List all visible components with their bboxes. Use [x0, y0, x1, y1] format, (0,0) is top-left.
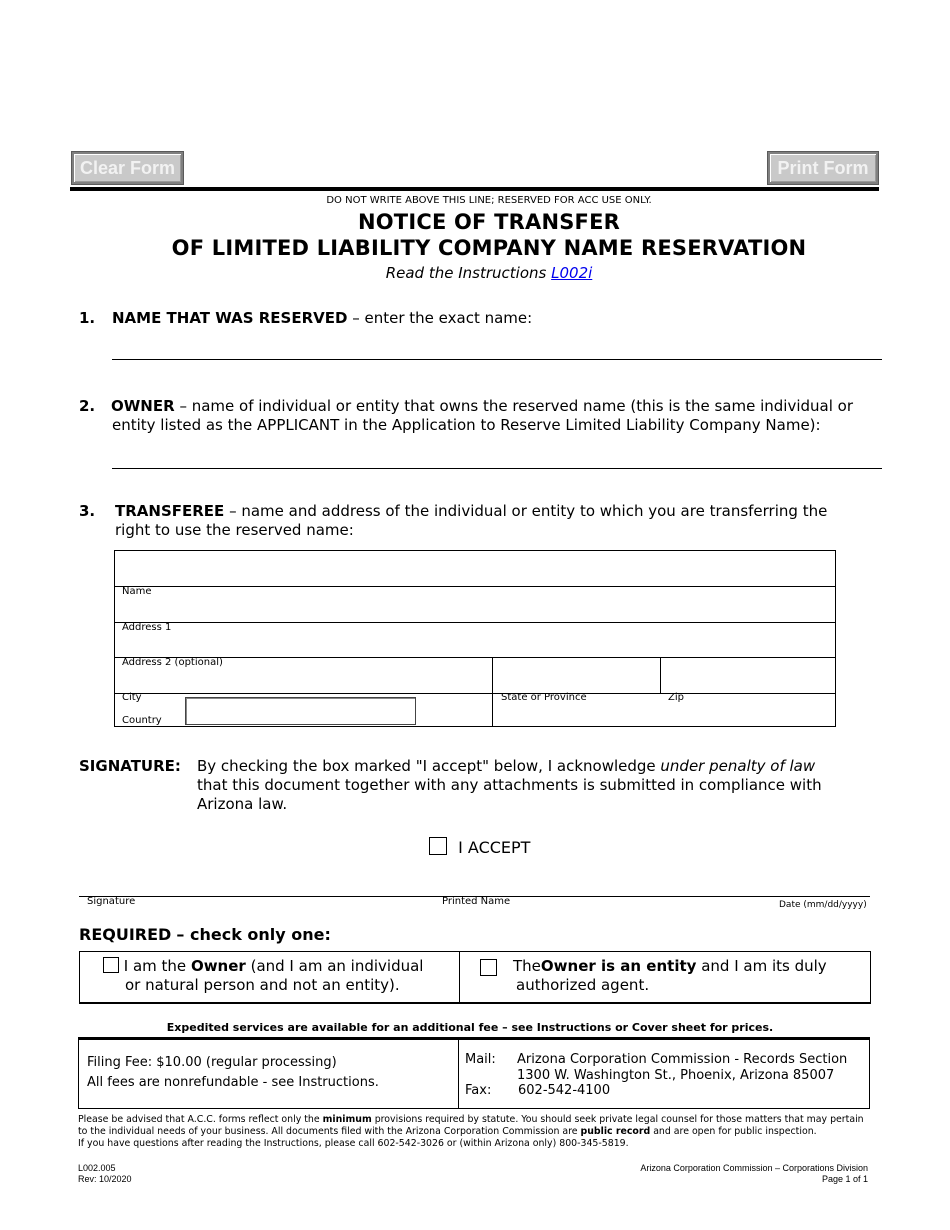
name-label: Name [122, 586, 152, 597]
address2-label: Address 2 (optional) [122, 657, 223, 668]
section-2-label: OWNER [111, 397, 175, 415]
section-1-label: NAME THAT WAS RESERVED [112, 309, 348, 327]
option1-line2: or natural person and not an entity). [125, 976, 400, 994]
footer-notes [78, 1114, 864, 1150]
agency-block [640, 1163, 868, 1185]
reserved-name-field[interactable] [112, 359, 882, 360]
note2-c: and are open for public inspection. [653, 1126, 817, 1137]
section-1-text: – enter the exact name: [352, 309, 533, 327]
owner-name-field[interactable] [112, 468, 882, 469]
filing-fee: Filing Fee: $10.00 (regular processing) [87, 1055, 337, 1070]
section-3 [79, 502, 939, 542]
required-suffix: – check only one: [176, 925, 331, 944]
fax-label: Fax: [465, 1083, 492, 1098]
section-1-number: 1. [79, 309, 96, 327]
signature-text-1b: under penalty of law [660, 757, 816, 775]
reserved-note: DO NOT WRITE ABOVE THIS LINE; RESERVED FOR ACC USE ONLY. [326, 195, 652, 206]
signature-label: SIGNATURE: [79, 757, 181, 775]
note2-a: to the individual needs of your business. All documents filed with the Arizona Corporation Commission are [78, 1126, 578, 1137]
instructions-link[interactable]: L002i [551, 264, 593, 282]
state-input[interactable] [492, 657, 661, 694]
fax-number: 602-542-4100 [518, 1083, 611, 1098]
required-label: REQUIRED [79, 925, 172, 944]
section-3-label: TRANSFEREE [115, 502, 225, 520]
required-heading [79, 925, 331, 944]
section-3-text-line1: – name and address of the individual or entity to which you are transferring the [229, 502, 828, 520]
option1-a: I am the [123, 957, 187, 975]
signature-sublabel: Signature [87, 896, 136, 907]
note2-b: public record [580, 1126, 651, 1137]
country-label: Country [122, 715, 162, 726]
country-select[interactable] [185, 697, 416, 725]
note1-c: provisions required by statute. You should seek private legal counsel for those matters that may pertain [374, 1114, 864, 1125]
accept-label: I ACCEPT [458, 838, 531, 857]
section-2-text-line2: entity listed as the APPLICANT in the Application to Reserve Limited Liability Company Name): [112, 416, 821, 434]
signature-text-1a: By checking the box marked "I accept" below, I acknowledge [197, 757, 656, 775]
date-sublabel: Date (mm/dd/yyyy) [779, 900, 867, 910]
address1-label: Address 1 [122, 622, 172, 633]
mail-line2: 1300 W. Washington St., Phoenix, Arizona 85007 [517, 1068, 835, 1083]
option1-b: Owner [190, 957, 246, 975]
address2-input[interactable] [114, 622, 836, 658]
option2-a: The [513, 957, 541, 975]
zip-input[interactable] [660, 657, 836, 694]
print-form-button[interactable]: Print Form [768, 152, 878, 184]
accept-row[interactable] [429, 837, 530, 857]
revision: Rev: 10/2020 [78, 1174, 132, 1184]
section-2 [79, 397, 939, 437]
owner-individual-checkbox[interactable] [103, 957, 119, 973]
option2-b: Owner is an entity [540, 957, 697, 975]
section-3-text-line2: right to use the reserved name: [115, 521, 354, 539]
section-3-number: 3. [79, 502, 96, 520]
option1-c: (and I am an individual [250, 957, 424, 975]
accept-checkbox[interactable] [429, 837, 447, 855]
mail-label: Mail: [465, 1052, 496, 1067]
section-2-number: 2. [79, 397, 96, 415]
zip-label: Zip [668, 692, 684, 703]
printed-name-sublabel: Printed Name [442, 896, 511, 907]
mail-line1: Arizona Corporation Commission - Records Section [517, 1052, 848, 1067]
form-id: L002.005 [78, 1163, 116, 1173]
note3: If you have questions after reading the Instructions, please call 602-542-3026 or (within Arizona only) 800-345-5819. [78, 1138, 629, 1149]
mail-address [517, 1052, 847, 1084]
signature-text-3: Arizona law. [197, 795, 288, 813]
city-divider [114, 693, 493, 694]
fee-text [87, 1053, 379, 1093]
title-line-1: NOTICE OF TRANSFER [357, 210, 621, 234]
owner-entity-checkbox[interactable] [480, 959, 497, 976]
note1-b: minimum [322, 1114, 372, 1125]
signature-text [197, 757, 877, 814]
instructions-prefix: Read the Instructions [385, 264, 547, 282]
agency: Arizona Corporation Commission – Corporations Division [640, 1163, 868, 1173]
instructions-line [0, 264, 950, 282]
section-2-text-line1: – name of individual or entity that owns the reserved name (this is the same individual or [179, 397, 854, 415]
address1-input[interactable] [114, 586, 836, 623]
transferee-name-input[interactable] [114, 550, 836, 587]
signature-text-2: that this document together with any attachments is submitted in compliance with [197, 776, 822, 794]
expedited-note: Expedited services are available for an additional fee – see Instructions or Cover sheet for prices. [166, 1021, 774, 1034]
option2-c: and I am its duly [701, 957, 827, 975]
option-owner-individual-text [103, 957, 423, 995]
note1-a: Please be advised that A.C.C. forms reflect only the [78, 1114, 320, 1125]
option2-line2: authorized agent. [516, 976, 650, 994]
nonrefundable-note: All fees are nonrefundable - see Instructions. [87, 1075, 379, 1090]
option-owner-entity-text [513, 957, 827, 995]
state-label: State or Province [501, 692, 587, 703]
clear-form-button[interactable]: Clear Form [72, 152, 183, 184]
page-number: Page 1 of 1 [821, 1174, 868, 1184]
top-divider [70, 187, 879, 191]
title-line-2: OF LIMITED LIABILITY COMPANY NAME RESERVATION [171, 236, 807, 260]
form-id-block [78, 1163, 132, 1185]
city-label: City [122, 692, 142, 703]
